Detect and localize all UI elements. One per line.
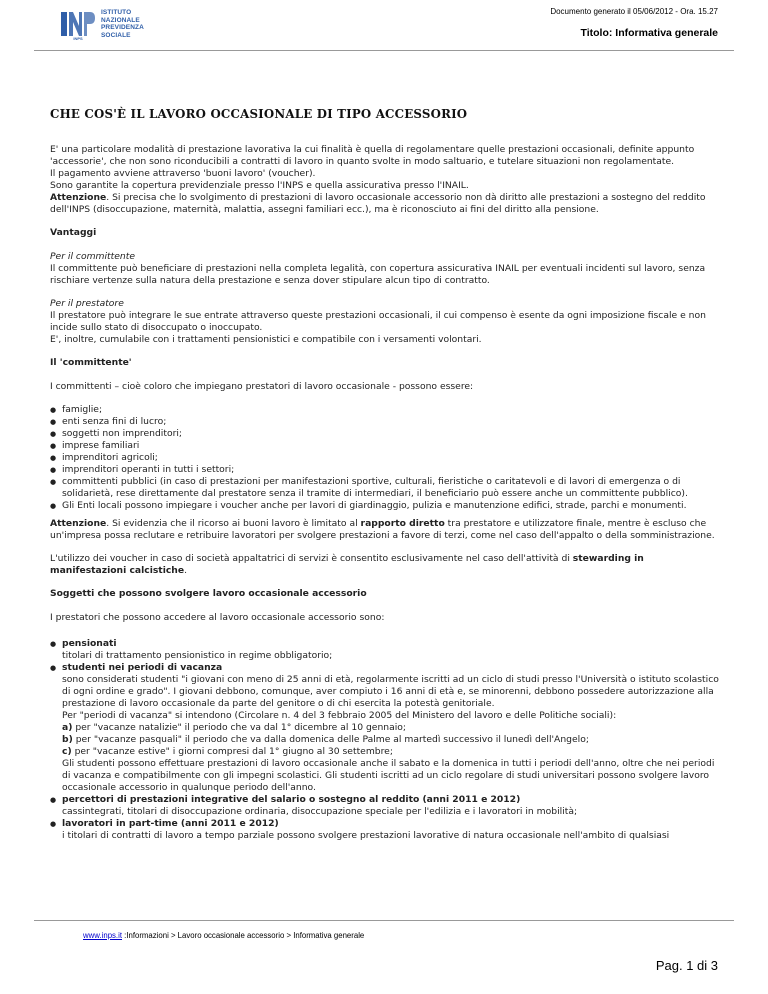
item-title: percettori di prestazioni integrative del salario o sostegno al reddito (anni 2011 e 2012) xyxy=(62,794,521,805)
item-label: b) xyxy=(62,734,73,745)
page-number: Pag. 1 di 3 xyxy=(655,958,718,973)
document-body xyxy=(50,108,720,848)
stewarding-text: L'utilizzo dei voucher in caso di società appaltatrici di servizi è consentito esclusivamente nel caso dell'attività di xyxy=(50,553,573,564)
item-title: lavoratori in part-time (anni 2011 e 2012) xyxy=(62,818,279,829)
page-header xyxy=(0,0,768,60)
logo-line: SOCIALE xyxy=(101,31,131,39)
list-item: ● soggetti non imprenditori; xyxy=(62,428,720,440)
section-committente-title: Il 'committente' xyxy=(50,357,132,368)
list-item: ● enti senza fini di lucro; xyxy=(62,416,720,428)
section-soggetti-title: Soggetti che possono svolgere lavoro occasionale accessorio xyxy=(50,588,367,599)
logo-line: PREVIDENZA xyxy=(101,24,144,32)
item-text: per "vacanze natalizie" il periodo che va dal 1° dicembre al 10 gennaio; xyxy=(72,722,406,733)
list-item: ● imprenditori agricoli; xyxy=(62,452,720,464)
svg-text:INPS: INPS xyxy=(73,36,83,41)
prestatore-text: E', inoltre, cumulabile con i trattamenti pensionistici e compatibile con i versamenti volontari. xyxy=(50,334,482,345)
list-item: ● committenti pubblici (in caso di prestazioni per manifestazioni sportive, culturali, fieristiche o caritatevoli e di lavori di emergenza o di solidarietà, rese direttamente dal prestatore senza il tramite di intermediari, il beneficiario può essere anche un committente pubblico). xyxy=(62,476,720,500)
item-text: per "vacanze pasquali" il periodo che va dalla domenica delle Palme al martedì successivo il lunedì dell'Angelo; xyxy=(72,734,589,745)
committente-text: Il committente può beneficiare di prestazioni nella completa legalità, con copertura assicurativa INAIL per eventuali incidenti sul lavoro, senza rischiare vertenze sulla natura della prestazione e senza dover stipulare alcun tipo di contratto. xyxy=(50,263,706,286)
list-item: ● imprenditori operanti in tutti i settori; xyxy=(62,464,720,476)
committenti-intro: I committenti – cioè coloro che impiegano prestatori di lavoro occasionale - possono essere: xyxy=(50,381,474,392)
stewarding-end: . xyxy=(184,565,187,576)
logo-line: ISTITUTO xyxy=(101,9,132,16)
intro-line: E' una particolare modalità di prestazione lavorativa la cui finalità è quella di regolamentare quelle prestazioni occasionali, definite appunto 'accessorie', che non sono riconducibili a contratti di lavoro in quanto svolte in modo saltuario, e tutelare situazioni non regolamentate. xyxy=(50,144,695,167)
intro-line: Il pagamento avviene attraverso 'buoni lavoro' (voucher). xyxy=(50,168,316,179)
logo-line: NAZIONALE xyxy=(101,16,140,24)
list-item-parttime xyxy=(62,818,720,842)
footer-divider xyxy=(34,920,734,921)
page-heading: CHE COS'È IL LAVORO OCCASIONALE DI TIPO ACCESSORIO xyxy=(50,107,468,121)
intro-paragraph xyxy=(50,144,720,216)
committente-advantage xyxy=(50,251,720,287)
item-text: Per "periodi di vacanza" si intendono (Circolare n. 4 del 3 febbraio 2005 del Ministero del lavoro e delle Politiche sociali): xyxy=(62,710,617,721)
item-text: Gli studenti possono effettuare prestazioni di lavoro occasionale anche il sabato e la domenica in tutti i periodi dell'anno, oltre che nei periodi di vacanza e compatibilmente con gli impegni scolastici. Gli studenti iscritti ad un ciclo regolare di studi universitari possono svolgere lavoro occasionale accessorio in qualunque periodo dell'anno. xyxy=(62,758,715,793)
soggetti-intro: I prestatori che possono accedere al lavoro occasionale accessorio sono: xyxy=(50,612,385,623)
committente-label: Per il committente xyxy=(50,251,135,262)
stewarding-bold: stewarding in manifestazioni calcistiche xyxy=(50,553,644,576)
attention-text: tra prestatore e utilizzatore finale, mentre è escluso che un'impresa possa reclutare e retribuire lavoratori per svolgere prestazioni a favore di terzi, come nel caso dell'appalto o della somministrazione. xyxy=(50,518,715,541)
item-text: cassintegrati, titolari di disoccupazione ordinaria, disoccupazione speciale per l'edilizia e i lavoratori in mobilità; xyxy=(62,806,578,817)
attention-paragraph xyxy=(50,518,720,542)
item-text: sono considerati studenti "i giovani con meno di 25 anni di età, regolarmente iscritti ad un ciclo di studi presso l'Università o istituto scolastico di ogni ordine e grado". I giovani debbono, comunque, aver compiuto i 16 anni di età e, se minorenni, debbono possedere autorizzazione alla prestazione di lavoro occasionale da parte del genitore o di chi esercita la potestà genitoriale. xyxy=(62,674,719,709)
document-title: Titolo: Informativa generale xyxy=(580,27,718,39)
item-title: pensionati xyxy=(62,638,117,649)
prestatore-text: Il prestatore può integrare le sue entrate attraverso queste prestazioni occasionali, il cui compenso è esente da ogni imposizione fiscale e non incide sullo stato di disoccupato o inoccupato. xyxy=(50,310,706,333)
prestatori-list xyxy=(50,638,720,842)
inps-logo-mark xyxy=(58,6,98,42)
attention-text: . Si precisa che lo svolgimento di prestazioni di lavoro occasionale accessorio non dà diritto alle prestazioni a sostegno del reddito dell'INPS (disoccupazione, maternità, malattia, assegni familiari ecc.), ma è riconosciuto ai fini del diritto alla pensione. xyxy=(50,192,706,215)
list-item: ● imprese familiari xyxy=(62,440,720,452)
intro-line: Sono garantite la copertura previdenziale presso l'INPS e quella assicurativa presso l'INAIL. xyxy=(50,180,469,191)
list-item-pensionati xyxy=(62,638,720,662)
item-text: i titolari di contratti di lavoro a tempo parziale possono svolgere prestazioni lavorative di natura occasionale nell'ambito di qualsiasi xyxy=(62,830,670,841)
item-label: a) xyxy=(62,722,73,733)
prestatore-advantage xyxy=(50,298,720,346)
inps-link[interactable]: www.inps.it xyxy=(83,931,122,940)
committenti-list xyxy=(50,404,720,512)
breadcrumb-path: :Informazioni > Lavoro occasionale accessorio > Informativa generale xyxy=(122,931,365,940)
item-title: studenti nei periodi di vacanza xyxy=(62,662,223,673)
header-divider xyxy=(34,50,734,51)
inps-logo xyxy=(58,6,178,42)
item-label: c) xyxy=(62,746,72,757)
generation-date: Documento generato il 05/06/2012 - Ora. 15.27 xyxy=(550,7,718,16)
list-item-percettori xyxy=(62,794,720,818)
list-item: ● Gli Enti locali possono impiegare i voucher anche per lavori di giardinaggio, pulizia e manutenzione edifici, strade, parchi e monumenti. xyxy=(62,500,720,512)
prestatore-label: Per il prestatore xyxy=(50,298,124,309)
section-vantaggi-title: Vantaggi xyxy=(50,227,97,238)
attention-label: Attenzione xyxy=(50,518,107,529)
item-text: titolari di trattamento pensionistico in regime obbligatorio; xyxy=(62,650,333,661)
item-text: per "vacanze estive" i giorni compresi dal 1° giugno al 30 settembre; xyxy=(71,746,393,757)
inps-logo-text xyxy=(101,9,144,39)
footer-breadcrumb xyxy=(83,931,364,940)
list-item: ● famiglie; xyxy=(62,404,720,416)
attention-label: Attenzione xyxy=(50,192,107,203)
attention-bold: rapporto diretto xyxy=(360,518,445,529)
list-item-studenti xyxy=(62,662,720,794)
stewarding-paragraph xyxy=(50,553,720,577)
attention-text: . Si evidenzia che il ricorso ai buoni lavoro è limitato al xyxy=(106,518,361,529)
